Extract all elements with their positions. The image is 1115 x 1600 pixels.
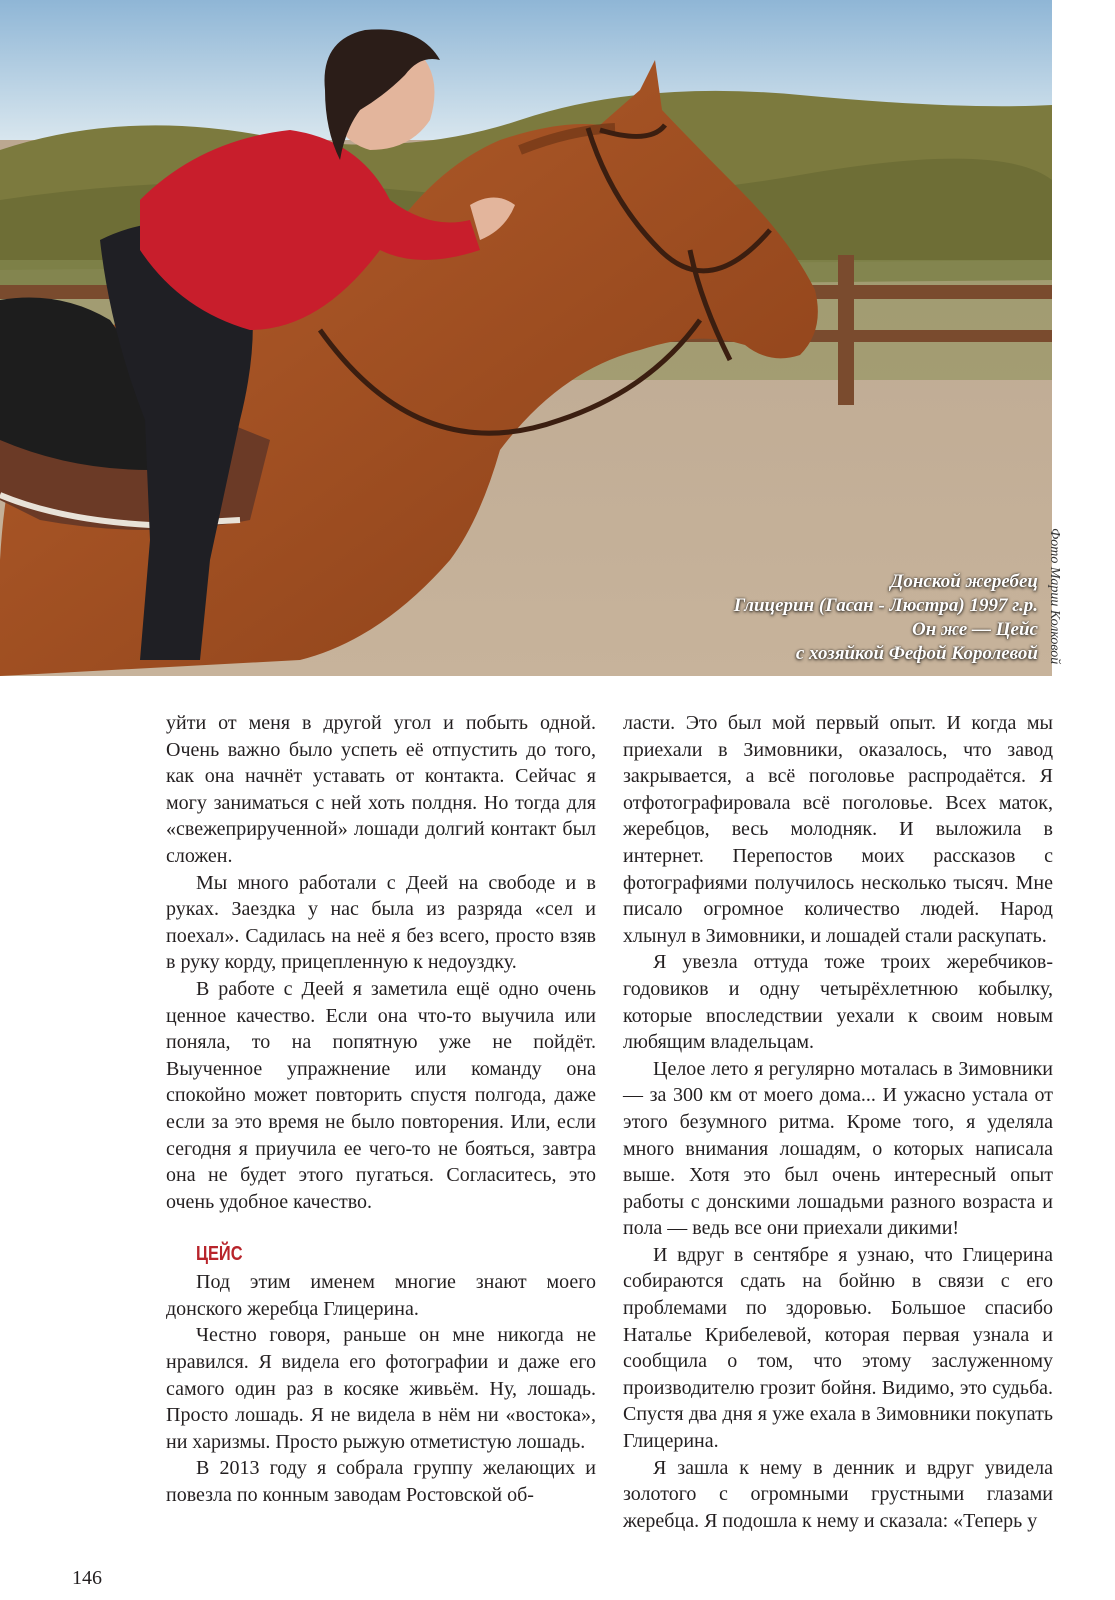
- right-column: [623, 710, 1053, 1534]
- paragraph: Я увезла оттуда тоже троих жеребчиков-годовиков и одну четырёхлетнюю кобылку, которые впоследствии уехали к своим новым любящим владельцам.: [623, 951, 1053, 1054]
- caption-line: Глицерин (Гасан - Люстра) 1997 г.р.: [733, 595, 1038, 616]
- caption-line: Он же — Цейс: [911, 619, 1038, 640]
- photo-caption: [734, 570, 1038, 666]
- paragraph: В работе с Деей я заметила ещё одно очень ценное качество. Если она что-то выучила или поняла, то на попятную уже не пойдёт. Выученное упражнение или команду она спокойно может повторить спустя полгода, даже если за это время не было повторения. Или, если сегодня я приучила ее чего-то не бояться, завтра она не будет этого пугаться. Согласитесь, это очень удобное качество.: [166, 977, 596, 1213]
- paragraph: Под этим именем многие знают моего донского жеребца Глицерина.: [166, 1271, 596, 1320]
- page-number: 146: [72, 1567, 102, 1589]
- paragraph: уйти от меня в другой угол и побыть одной. Очень важно было успеть её отпустить до того, как она начнёт уставать от контакта. Сейчас я могу заниматься с ней хоть полдня. Но тогда для «свежеприрученной» лошади долгий контакт был сложен.: [166, 712, 596, 867]
- caption-line: с хозяйкой Фефой Королевой: [795, 643, 1038, 664]
- article-photo: [0, 0, 1052, 676]
- section-heading: ЦЕЙС: [196, 1243, 243, 1266]
- paragraph: Целое лето я регулярно моталась в Зимовники — за 300 км от моего дома... И ужасно устала от этого безумного ритма. Кроме того, я уделяла много внимания лошадям, о которых написала выше. Хотя это был очень интересный опыт работы с донскими лошадьми разного возраста и пола — ведь все они приехали дикими!: [623, 1057, 1053, 1240]
- paragraph: Честно говоря, раньше он мне никогда не нравился. Я видела его фотографии и даже его самого один раз в косяке живьём. Ну, лошадь. Просто лошадь. Я не видела в нём ни «востока», ни харизмы. Просто рыжую отметистую лошадь.: [166, 1324, 596, 1453]
- paragraph: И вдруг в сентябре я узнаю, что Глицерина собираются сдать на бойню в связи с его проблемами по здоровью. Большое спасибо Наталье Крибелевой, которая первая узнала и сообщила о том, что этому заслуженному производителю грозит бойня. Видимо, это судьба. Спустя два дня я уже ехала в Зимовники покупать Глицерина.: [623, 1243, 1053, 1453]
- paragraph: ласти. Это был мой первый опыт. И когда мы приехали в Зимовники, оказалось, что завод закрывается, а всё поголовье распродаётся. Я отфотографировала всё поголовье. Всех маток, жеребцов, весь молодняк. И выложила в интернет. Перепостов моих рассказов с фотографиями получилось несколько тысяч. Мне писало огромное количество людей. Народ хлынул в Зимовники, и лошадей стали раскупать.: [623, 712, 1053, 947]
- paragraph: Я зашла к нему в денник и вдруг увидела золотого с огромными грустными глазами жеребца. Я подошла к нему и сказала: «Теперь у: [623, 1456, 1053, 1532]
- caption-line: Донской жеребец: [890, 571, 1038, 592]
- photo-credit: Фото Марии Колковой: [1047, 528, 1062, 665]
- paragraph: Мы много работали с Деей на свободе и в руках. Заездка у нас была из разряда «сел и поехал». Садилась на неё я без всего, просто взяв в руку корду, прицепленную к недоуздку.: [166, 871, 596, 974]
- paragraph: В 2013 году я собрала группу желающих и повезла по конным заводам Ростовской об-: [166, 1457, 596, 1507]
- left-column: [166, 710, 596, 1509]
